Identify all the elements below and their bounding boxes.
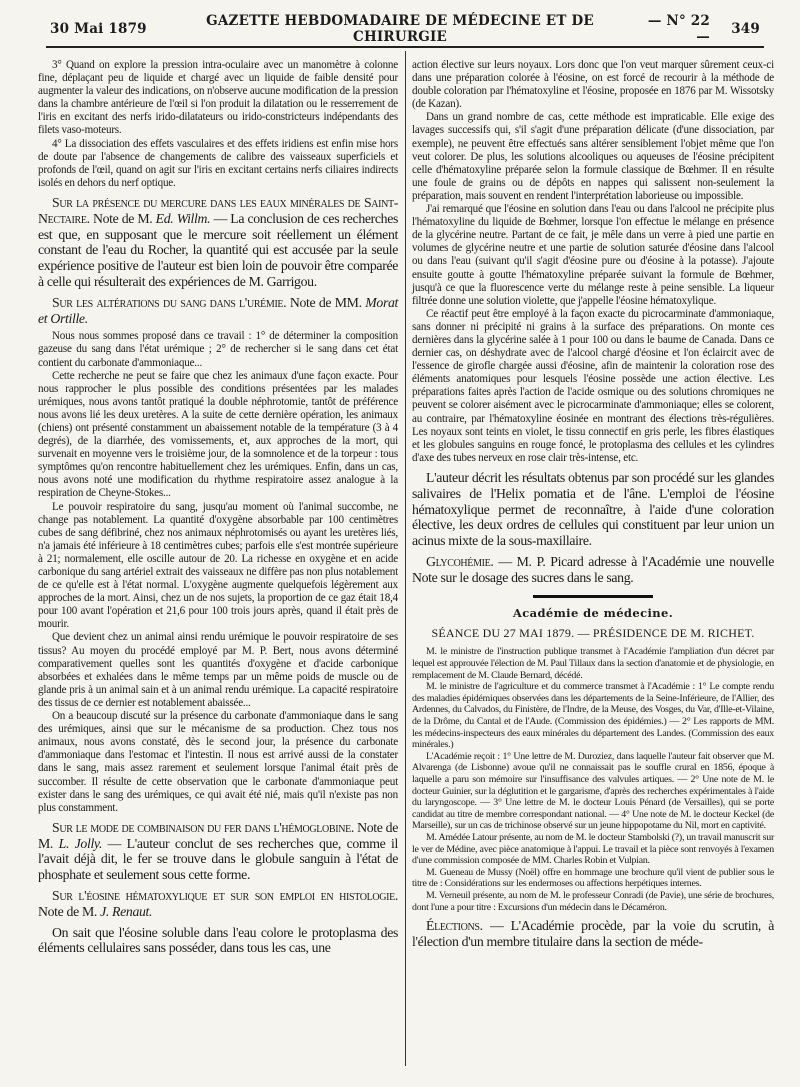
author-name: Ed. Willm. xyxy=(155,210,211,226)
note-label: Note de M. xyxy=(38,903,97,919)
article-heading: Glycohémie. xyxy=(426,553,494,569)
note-label: Note de M. xyxy=(93,210,153,226)
paragraph: Le pouvoir respiratoire du sang, jusqu'au moment où l'animal succombe, ne change pas notablement. La quantité d'oxygène absorbable par 100 centimètres cubes de sang défibriné, chez nos animaux néphrotomisés ou ayant les uretères liés, n'a jamais été inférieure à 18 centimètres cubes; parfois elle s'est montrée supérieure à 21; normalement, elle oscille autour de 20. La richesse en oxygène et en acide carbonique du sang artériel extrait des vaisseaux ne diffère pas non plus notablement de ce qu'elle est à l'état normal. L'oxygène augmente quelquefois légèrement aux approches de la mort. Ainsi, chez un de nos sujets, la proportion de ce gaz était 18,4 pour 100 avant l'opération et 21,6 pour 100 trois jours après, quand il était près de mourir. xyxy=(38,500,398,631)
paragraph: 4° La dissociation des effets vasculaires et des effets iridiens est enfin mise hors de doute par l'absence de changements de calibre des vaisseaux superficiels et profonds de l'œil, quand on agit sur l'iris en excitant certains nerfs ciliaires indirects isolés en dehors du nerf optique. xyxy=(38,137,398,189)
article-heading: Sur le mode de combinaison du fer dans l'hémoglobine. xyxy=(52,819,354,835)
article-mercure xyxy=(38,195,398,290)
page-number: 349 xyxy=(731,21,760,37)
header-rule xyxy=(46,46,764,48)
issue-number: — N° 22 — xyxy=(647,13,710,45)
note-label: Note de M. xyxy=(38,819,398,851)
article-glycohemie xyxy=(412,554,774,586)
note-label: Note de MM. xyxy=(289,294,362,310)
article-body: — La conclusion de ces recherches est que, en supposant que le mercure soit réellement un élément constant de l'eau du Rocher, la quantité qui est accusée par la seule expérience positive de l'auteur est bien loin de pouvoir être comparée à celle qui résulterait des expériences de M. Garrigou. xyxy=(38,210,398,289)
article-body: — M. P. Picard adresse à l'Académie une nouvelle Note sur le dosage des sucres dans le sang. xyxy=(412,553,774,585)
paragraph: J'ai remarqué que l'éosine en solution dans l'eau ou dans l'alcool ne précipite plus l'hématoxyline du liquide de Bœhmer, lorsque l'on effectue le mélange en présence de la glycérine neutre. Partant de ce fait, je mêle dans un verre à pied une partie en volumes de glycérine neutre et une partie de solution saturée d'éosine dans l'alcool ou dans l'eau (suivant qu'il s'agit d'éosine pure ou d'éosine à la potasse). J'ajoute ensuite goutte à goutte l'hématoxyline préparée suivant la formule de Bœhmer, jusqu'à ce que la fluorescence verte du mélange reste à peine sensible. La liqueur filtrée donne une solution violette, que j'appelle l'éosine hématoxylique. xyxy=(412,203,774,307)
paragraph: On a beaucoup discuté sur la présence du carbonate d'ammoniaque dans le sang des urémiques, ainsi que sur le mécanisme de sa production. Chez tous nos animaux, nous avons constaté, dès le second jour, la présence du carbonate d'ammoniaque dans l'estomac et l'intestin. Il nous est arrivé aussi de la constater dans le sang, mais assez rarement et seulement lorsque l'animal était près de succomber. Il résulte de cette observation que le carbonate d'ammoniaque peut exister dans le sang des urémiques, ce qui avait été nié, mais qu'il n'existe pas non plus constamment. xyxy=(38,710,398,814)
article-heading: Sur la présence du mercure dans les eaux minérales de Saint-Nectaire. xyxy=(38,194,398,226)
issue-date: 30 Mai 1879 xyxy=(50,21,147,37)
paragraph: L'auteur décrit les résultats obtenus par son procédé sur les glandes salivaires de l'Helix pomatia et de l'âne. L'emploi de l'éosine hématoxylique permet de reconnaître, à l'aide d'une coloration élective, les deux ordres de cellules qui constituent par leur union un acinus mixte de la sous-maxillaire. xyxy=(412,469,774,549)
minutes-item: M. Amédée Latour présente, au nom de M. le docteur Stambolski (?), un travail manuscrit sur le ver de Médine, avec pièce anatomique à l'appui. Le travail et la pièce sont renvoyés à l'examen d'une commission composée de MM. Charles Robin et Vulpian. xyxy=(412,831,774,867)
column-rule xyxy=(405,51,406,1066)
divider-line xyxy=(533,595,653,598)
article-sang-heading xyxy=(38,295,398,327)
paragraph: Ce réactif peut être employé à la façon exacte du picrocarminate d'ammoniaque, sans donner ni précipité ni grains à la surface des préparations. On monte ces dernières dans la glycérine salée à 1 pour 100 ou dans le baume de Canada. Dans ce dernier cas, on déshydrate avec de l'alcool chargé d'éosine et l'on éclaircit avec de l'essence de girofle chargée aussi d'éosine, afin de maintenir la coloration rose des éléments anatomiques pour lesquels l'éosine possède une action élective. Les préparations faites après l'action de l'acide osmique ou des solutions chromiques ne peuvent se colorer aisément avec le picrocarminate d'ammoniaque; elles se colorent, au contraire, par l'hématoxyline éosinée en montrant des élections très-régulières. Les noyaux sont teints en violet, le tissu connectif en gris perle, les fibres élastiques et les globules sanguins en rouge foncé, le protoplasma des cellules et les cylindres d'axe des tubes nerveux en rose clair très-intense, etc. xyxy=(412,307,774,464)
minutes-item: M. Verneuil présente, au nom de M. le professeur Conradi (de Pavie), une série de brochures, dont l'une a pour titre : Excursions d'un médecin dans le Décaméron. xyxy=(412,889,774,913)
author-name: J. Renaut. xyxy=(100,903,153,919)
article-body: — L'Académie procède, par la voie du scrutin, à l'élection d'un membre titulaire dans la section de méde- xyxy=(412,918,774,949)
author-name: L. Jolly. xyxy=(58,835,103,851)
paragraph: Nous nous sommes proposé dans ce travail : 1° de déterminer la composition gazeuse du sang dans l'état urémique ; 2° de rechercher si le sang dans cet état contient du carbonate d'ammoniaque... xyxy=(38,330,398,369)
article-fer xyxy=(38,820,398,883)
article-eosine-heading xyxy=(38,888,398,920)
minutes-item: L'Académie reçoit : 1° Une lettre de M. Duroziez, dans laquelle l'auteur fait observer que M. Alvarenga (de Lisbonne) avoue qu'il ne connaissait pas le souffle crural en 1856, époque à laquelle a paru son mémoire sur l'insuffisance des valvules artiques. — 2° Une note de M. le docteur Guinier, sur la déglutition et le gargarisme, d'après des recherches expérimentales à l'aide du laryngoscope. — 3° Une lettre de M. le docteur Louis Pénard (de Versailles), qui se porte candidat au titre de membre correspondant national. — 4° Une note de M. le docteur Keckel (de Marseille), sur un cas de trichinose observé sur un jeune hippopotame du Nil, mort en captivité. xyxy=(412,750,774,832)
page-header xyxy=(50,13,760,45)
article-heading: Sur les altérations du sang dans l'urémie. xyxy=(52,294,287,310)
article-heading: Sur l'éosine hématoxylique et sur son emploi en histologie. xyxy=(52,887,398,903)
paragraph: On sait que l'éosine soluble dans l'eau colore le protoplasma des éléments cellulaires sans posséder, dans tous les cas, une xyxy=(38,924,398,956)
seance-line: SÉANCE DU 27 MAI 1879. — PRÉSIDENCE DE M. RICHET. xyxy=(431,626,755,641)
elections-paragraph xyxy=(412,918,774,950)
section-divider xyxy=(412,595,774,598)
section-heading: Académie de médecine. xyxy=(512,606,674,621)
paragraph: action élective sur leurs noyaux. Lors donc que l'on veut marquer sûrement ceux-ci dans une préparation colorée à l'éosine, on est forcé de recourir à la méthode de double coloration par l'hématoxyline et l'éosine, proposée en 1876 par M. Wissotsky (de Kazan). xyxy=(412,59,774,111)
minutes-item: M. le ministre de l'agriculture et du commerce transmet à l'Académie : 1° Le compte rendu des maladies épidémiques observées dans les départements de la Seine-Inférieure, de l'Allier, des Ardennes, du Calvados, du Finistère, de l'Indre, de la Meuse, des Vosges, du Var, d'Ille-et-Vilaine, de la Drôme, du Cantal et de l'Aude. (Commission des épidémies.) — 2° Les rapports de MM. les médecins-inspecteurs des eaux minérales du département des Landes. (Commission des eaux minérales.) xyxy=(412,681,774,751)
paragraph: 3° Quand on explore la pression intra-oculaire avec un manomètre à colonne fine, déplaçant peu de liquide et chargé avec un liquide de faible densité pour augmenter la valeur des indications, on n'observe aucune modification de la pression dans la chambre antérieure de l'œil si l'on produit la dilatation ou le resserrement de l'iris en excitant des nerfs irido-dilatateurs ou irido-constricteurs indépendants des filets vaso-moteurs. xyxy=(38,59,398,137)
journal-title: GAZETTE HEBDOMADAIRE DE MÉDECINE ET DE CHIRURGIE xyxy=(206,13,594,45)
minutes-item: M. le ministre de l'instruction publique transmet à l'Académie l'ampliation d'un décret par lequel est approuvée l'élection de M. Paul Tillaux dans la section d'anatomie et de physiologie, en remplacement de M. Claude Bernard, décédé. xyxy=(412,646,774,681)
paragraph: Cette recherche ne peut se faire que chez les animaux d'une façon exacte. Pour nous rapprocher le plus possible des conditions présentées par les malades urémiques, nous avons tantôt pratiqué la double néphrotomie, tantôt de préférence nous avons lié les deux uretères. A la suite de cette dernière opération, les animaux (chiens) ont présenté constamment un abaissement notable de la température (3 à 4 degrés), de la diarrhée, des vomissements, et, aux approches de la mort, qui survenait en moyenne vers le troisième jour, de la somnolence et de la torpeur : tous symptômes qu'on rencontre habituellement chez les urémiques. Enfin, dans un cas, nous avons noté une modification du rhythme respiratoire assez analogue à la respiration de Cheyne-Stokes... xyxy=(38,369,398,500)
left-column xyxy=(38,59,398,956)
paragraph: Dans un grand nombre de cas, cette méthode est impraticable. Elle exige des lavages successifs qui, s'il s'agit d'une préparation délicate (d'une dissociation, par exemple), ne peuvent être effectués sans altérer sensiblement l'objet même que l'on veut colorer. De plus, les solutions alcooliques ou aqueuses de l'éosine précipitent celle d'hématoxyline préparée selon la formule classique de Bœhmer. Il en résulte une foule de grains ou de dépôts en nappes qui salissent non-seulement la préparation, mais souvent en rendent l'interprétation laborieuse ou impossible. xyxy=(412,111,774,202)
right-column xyxy=(412,59,774,950)
author-name: Morat et Ortille. xyxy=(38,294,398,326)
minutes-item: M. Gueneau de Mussy (Noël) offre en hommage une brochure qu'il vient de publier sous le titre de : Considérations sur les endermoses ou affections herpétiques internes. xyxy=(412,866,774,890)
article-heading: Élections. xyxy=(426,918,483,934)
article-body: — L'auteur conclut de ses recherches que, comme il l'avait déjà dit, le fer se trouve dans le globule sanguin à l'état de phosphate et seulement sous cette forme. xyxy=(38,835,398,883)
paragraph: Que devient chez un animal ainsi rendu urémique le pouvoir respiratoire de ses tissus? Au moyen du procédé employé par M. P. Bert, nous avons déterminé comparativement quelles sont les quantités d'oxygène et d'acide carbonique absorbées et exhalées dans le même temps par un même poids de muscle ou de glande pris à un animal sain et à un animal rendu urémique. La capacité respiratoire des tissus de ce dernier est notablement abaissée... xyxy=(38,631,398,709)
